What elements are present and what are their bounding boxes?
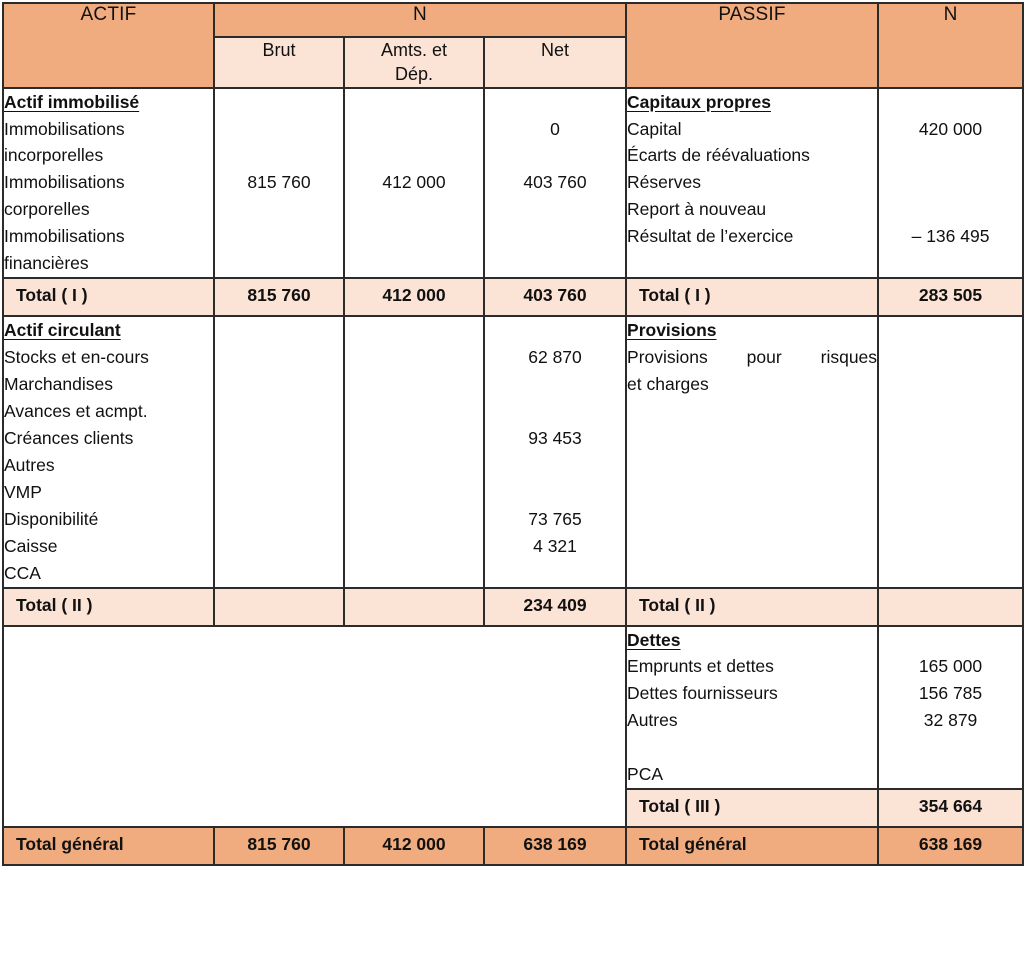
passif-total-3-label: Total ( III ) xyxy=(626,789,878,827)
actif-immobilise-brut: 815 760 xyxy=(247,172,311,193)
actif-circulant-net-7: 73 765 xyxy=(528,508,582,529)
actif-circulant-title: Actif circulant xyxy=(4,320,121,341)
spacer xyxy=(345,142,483,169)
actif-total-1-net: 403 760 xyxy=(484,278,626,316)
actif-total-general-amts: 412 000 xyxy=(344,827,484,865)
passif-capitaux-labels xyxy=(626,88,878,279)
actif-circulant-net-4: 93 453 xyxy=(528,427,582,448)
total-general-row xyxy=(3,827,1023,865)
spacer xyxy=(627,734,877,761)
actif-total-1-brut: 815 760 xyxy=(214,278,344,316)
spacer xyxy=(485,479,625,506)
spacer xyxy=(345,89,483,116)
actif-total-2-net: 234 409 xyxy=(484,588,626,626)
actif-empty-filler xyxy=(3,626,626,828)
spacer xyxy=(879,89,1022,116)
actif-immobilise-line-6: financières xyxy=(4,253,89,274)
section-circulant-row xyxy=(3,316,1023,587)
header-passif: PASSIF xyxy=(626,3,878,88)
actif-total-2-label: Total ( II ) xyxy=(3,588,214,626)
passif-provisions-line-1: Provisions pour risques xyxy=(627,347,878,368)
header-col-net: Net xyxy=(484,37,626,88)
actif-immobilise-net-corporelles: 403 760 xyxy=(523,172,587,193)
actif-circulant-label-6: VMP xyxy=(4,481,42,502)
passif-dettes-labels xyxy=(626,626,878,790)
passif-provisions-title: Provisions xyxy=(627,320,717,341)
passif-capitaux-label-4: Report à nouveau xyxy=(627,199,767,220)
actif-total-2-brut xyxy=(214,588,344,626)
spacer xyxy=(485,142,625,169)
spacer xyxy=(485,452,625,479)
passif-capitaux-value-5: – 136 495 xyxy=(911,226,990,247)
actif-total-1-amts: 412 000 xyxy=(344,278,484,316)
header-period-right: N xyxy=(878,3,1023,88)
actif-circulant-label-9: CCA xyxy=(4,562,41,583)
actif-immobilise-amts-cell xyxy=(344,88,484,279)
actif-circulant-label-4: Créances clients xyxy=(4,427,134,448)
actif-circulant-label-8: Caisse xyxy=(4,535,58,556)
passif-dettes-value-2: 156 785 xyxy=(918,683,983,704)
actif-circulant-net-cell xyxy=(484,316,626,587)
spacer xyxy=(485,317,625,344)
actif-circulant-label-7: Disponibilité xyxy=(4,508,99,529)
actif-immobilise-labels xyxy=(3,88,214,279)
passif-total-1-value: 283 505 xyxy=(878,278,1023,316)
header-col-brut: Brut xyxy=(214,37,344,88)
actif-immobilise-amts: 412 000 xyxy=(382,172,446,193)
section-immobilise-row xyxy=(3,88,1023,279)
actif-total-general-label: Total général xyxy=(3,827,214,865)
spacer xyxy=(879,169,1022,196)
passif-capitaux-label-1: Capital xyxy=(627,118,682,139)
actif-total-general-net: 638 169 xyxy=(484,827,626,865)
actif-circulant-label-1: Stocks et en-cours xyxy=(4,347,149,368)
passif-capitaux-value-1: 420 000 xyxy=(918,118,983,139)
passif-capitaux-label-2: Écarts de réévaluations xyxy=(627,145,810,166)
header-col-amts-line2: Dép. xyxy=(394,64,434,85)
passif-total-1-label: Total ( I ) xyxy=(626,278,878,316)
spacer xyxy=(215,142,343,169)
actif-immobilise-title: Actif immobilisé xyxy=(4,91,140,112)
actif-circulant-label-2: Marchandises xyxy=(4,374,113,395)
actif-immobilise-brut-cell xyxy=(214,88,344,279)
passif-dettes-value-3: 32 879 xyxy=(923,710,978,731)
spacer xyxy=(215,116,343,143)
header-col-amortissements xyxy=(344,37,484,88)
spacer xyxy=(345,116,483,143)
passif-dettes-label-3: Autres xyxy=(627,710,678,731)
actif-circulant-net-8: 4 321 xyxy=(533,535,577,556)
passif-dettes-label-1: Emprunts et dettes xyxy=(627,656,774,677)
actif-circulant-label-3: Avances et acmpt. xyxy=(4,400,148,421)
passif-total-3-value: 354 664 xyxy=(878,789,1023,827)
passif-dettes-value-1: 165 000 xyxy=(918,656,983,677)
actif-immobilise-net-cell xyxy=(484,88,626,279)
total-1-row xyxy=(3,278,1023,316)
passif-provisions-labels xyxy=(626,316,878,587)
passif-dettes-label-5: PCA xyxy=(627,764,664,785)
spacer xyxy=(215,89,343,116)
passif-total-2-label: Total ( II ) xyxy=(626,588,878,626)
header-period-left: N xyxy=(214,3,626,37)
spacer xyxy=(485,398,625,425)
spacer xyxy=(879,142,1022,169)
passif-capitaux-label-3: Réserves xyxy=(627,172,701,193)
passif-total-general-label: Total général xyxy=(626,827,878,865)
passif-capitaux-label-5: Résultat de l’exercice xyxy=(627,226,794,247)
actif-immobilise-line-2: incorporelles xyxy=(4,145,104,166)
passif-total-general-value: 638 169 xyxy=(878,827,1023,865)
spacer xyxy=(485,371,625,398)
actif-circulant-amts-cell xyxy=(344,316,484,587)
header-col-amts-line1: Amts. et xyxy=(380,40,447,60)
actif-immobilise-net-incorporelles: 0 xyxy=(550,118,560,139)
actif-immobilise-line-4: corporelles xyxy=(4,199,90,220)
passif-dettes-values xyxy=(878,626,1023,790)
spacer xyxy=(879,627,1022,654)
passif-total-2-value xyxy=(878,588,1023,626)
actif-circulant-brut-cell xyxy=(214,316,344,587)
actif-circulant-net-1: 62 870 xyxy=(528,347,582,368)
section-dettes-row xyxy=(3,626,1023,790)
actif-circulant-label-5: Autres xyxy=(4,454,55,475)
passif-dettes-label-2: Dettes fournisseurs xyxy=(627,683,778,704)
actif-immobilise-line-1: Immobilisations xyxy=(4,118,125,139)
actif-circulant-labels xyxy=(3,316,214,587)
passif-provisions-value xyxy=(878,316,1023,587)
balance-sheet-table xyxy=(2,2,1024,866)
passif-capitaux-title: Capitaux propres xyxy=(627,91,771,112)
passif-dettes-title: Dettes xyxy=(627,629,681,650)
actif-total-1-label: Total ( I ) xyxy=(3,278,214,316)
actif-immobilise-line-5: Immobilisations xyxy=(4,226,125,247)
spacer xyxy=(879,196,1022,223)
passif-capitaux-values xyxy=(878,88,1023,279)
passif-provisions-line-2: et charges xyxy=(627,374,709,395)
spacer xyxy=(485,89,625,116)
actif-total-general-brut: 815 760 xyxy=(214,827,344,865)
header-actif: ACTIF xyxy=(3,3,214,88)
total-2-row xyxy=(3,588,1023,626)
actif-total-2-amts xyxy=(344,588,484,626)
actif-immobilise-line-3: Immobilisations xyxy=(4,172,125,193)
header-row-period xyxy=(3,3,1023,37)
